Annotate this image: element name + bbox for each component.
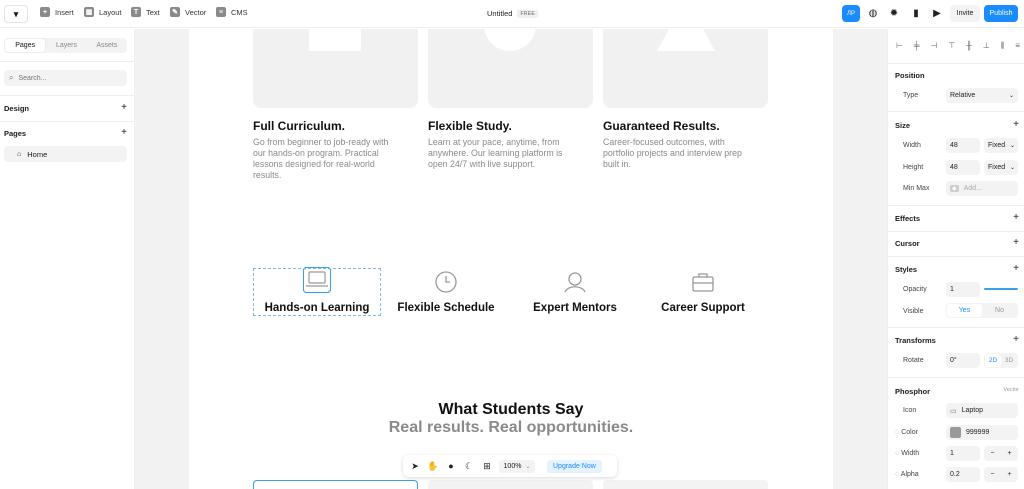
color-swatch[interactable] [950, 427, 961, 438]
zoom-select[interactable]: 100% ⌄ [499, 460, 535, 473]
testimonial-card[interactable] [603, 480, 768, 489]
rotate-input[interactable]: 0° [946, 353, 980, 368]
cursor-section[interactable]: Cursor + [895, 237, 1019, 248]
card-description[interactable]: Learn at your pace, anytime, from anywhere. Our learning platform is open 24/7 with live support. [428, 137, 563, 169]
styles-section: Styles + [895, 263, 1019, 274]
align-bottom-icon[interactable]: ⊥ [982, 41, 990, 50]
mode-2d-option[interactable]: 2D [985, 354, 1001, 367]
width-input[interactable]: 48 [946, 138, 980, 153]
upgrade-button[interactable]: Upgrade Now [547, 460, 602, 473]
minus-icon[interactable]: − [990, 471, 995, 478]
dot-icon: ○ [895, 450, 900, 457]
transforms-section: Transforms + [895, 334, 1019, 345]
chevron-down-icon: ⌄ [1009, 143, 1015, 149]
divider [888, 377, 1024, 378]
alpha-stepper[interactable] [984, 467, 1018, 482]
add-transform-icon[interactable]: + [1013, 334, 1019, 345]
position-type-select[interactable]: Relative ⌄ [946, 88, 1018, 103]
divider [888, 327, 1024, 328]
distribute-v-icon[interactable]: ≡ [1015, 41, 1020, 50]
card-title[interactable]: Full Curriculum. [253, 119, 346, 133]
tab-pages[interactable]: Pages [5, 39, 45, 52]
card-description[interactable]: Go from beginner to job-ready with our hands-on program. Practical lessons designed for real-world results. [253, 137, 389, 180]
width-label: Width [903, 142, 921, 149]
add-effect-icon[interactable]: + [1013, 212, 1019, 223]
plus-icon[interactable]: + [1007, 450, 1012, 457]
top-toolbar [0, 0, 1024, 28]
database-icon: ≡ [216, 7, 226, 17]
framer-logo-icon: ▾ [13, 8, 19, 19]
canvas-toolbar [403, 455, 617, 477]
position-section: Position [895, 71, 925, 80]
sidebar-item-home[interactable]: ⌂ Home [4, 146, 127, 162]
card-title[interactable]: Flexible Study. [428, 119, 512, 133]
vector-button[interactable]: ✎ Vector [170, 7, 206, 17]
effects-section[interactable]: Effects + [895, 212, 1019, 223]
vector-tag: Vector [1003, 387, 1019, 393]
moon-icon[interactable]: ☾ [464, 460, 474, 471]
color-input[interactable]: 999999 [946, 425, 1018, 440]
add-style-icon[interactable]: + [1013, 263, 1019, 274]
divider [0, 95, 135, 96]
chevron-down-icon: ⌄ [1008, 93, 1014, 99]
plan-badge: FREE [517, 10, 538, 18]
plus-icon: + [40, 7, 50, 17]
plus-icon[interactable]: + [1007, 471, 1012, 478]
chevron-down-icon: ⌄ [1009, 165, 1015, 171]
project-title[interactable]: Untitled FREE [487, 9, 538, 18]
opacity-slider[interactable] [984, 288, 1018, 290]
page-frame[interactable] [189, 29, 833, 489]
alpha-label: ○ Alpha [895, 471, 919, 478]
width-mode-select[interactable]: Fixed ⌄ [984, 138, 1018, 153]
divider [0, 61, 135, 62]
testimonial-heading[interactable]: What Students Say [438, 401, 584, 418]
grid-icon[interactable]: ⊞ [483, 460, 491, 471]
divider [888, 256, 1024, 257]
card-description[interactable]: Career-focused outcomes, with portfolio projects and interview prep built in. [603, 137, 742, 169]
divider [888, 231, 1024, 232]
align-center-h-icon[interactable]: ╪ [913, 41, 920, 50]
phosphor-section: Phosphor Vector [895, 387, 1019, 396]
sidebar-tabs [4, 38, 127, 53]
dot-icon: ○ [895, 429, 900, 436]
design-canvas[interactable] [135, 29, 887, 489]
settings-icon[interactable]: ✹ [889, 8, 899, 19]
align-center-v-icon[interactable]: ╫ [966, 41, 972, 50]
card-title[interactable]: Guaranteed Results. [603, 119, 720, 133]
stroke-width-input[interactable]: 1 [946, 446, 980, 461]
color-row-label: ○ Color [895, 429, 918, 436]
testimonial-card[interactable] [428, 480, 593, 489]
opacity-label: Opacity [903, 286, 927, 293]
testimonial-card[interactable] [253, 480, 418, 489]
add-design-icon[interactable]: + [121, 102, 127, 113]
analytics-icon[interactable]: ▮ [913, 8, 919, 19]
briefcase-icon[interactable] [691, 270, 715, 294]
tab-layers[interactable]: Layers [55, 42, 77, 49]
app-menu-button[interactable] [4, 5, 28, 23]
globe-icon[interactable]: ◍ [868, 8, 878, 19]
add-page-icon[interactable]: + [121, 127, 127, 138]
height-mode-select[interactable]: Fixed ⌄ [984, 160, 1018, 175]
dot-icon: ○ [895, 471, 900, 478]
laptop-icon: ▭ [950, 407, 957, 415]
pages-section[interactable]: Pages + [4, 127, 127, 138]
vector-icon: ✎ [170, 7, 180, 17]
search-icon: ⌕ [9, 73, 14, 82]
min-max-input[interactable]: ◆ Add... [946, 181, 1018, 196]
minus-icon[interactable]: − [990, 450, 995, 457]
align-left-icon[interactable]: ⊢ [896, 41, 903, 50]
alignment-toolbar [896, 41, 1020, 51]
user-icon[interactable] [563, 270, 587, 294]
circle-shape [484, 29, 536, 51]
square-shape [309, 29, 361, 51]
left-sidebar [0, 29, 135, 489]
visible-no-option[interactable]: No [995, 307, 1004, 314]
search-input[interactable] [18, 75, 108, 82]
min-max-label: Min Max [903, 185, 930, 192]
card-image[interactable] [253, 29, 418, 108]
divider [0, 121, 135, 122]
divider [888, 111, 1024, 112]
insert-button[interactable]: + Insert [40, 7, 74, 17]
card-image[interactable] [603, 29, 768, 108]
visible-label: Visible [903, 308, 924, 315]
height-label: Height [903, 164, 924, 171]
add-size-icon[interactable]: + [1013, 119, 1019, 130]
user-avatar[interactable]: ЛР [842, 5, 860, 22]
feature-label[interactable]: Expert Mentors [533, 302, 617, 314]
distribute-h-icon[interactable]: ⫼ [1000, 41, 1005, 50]
triangle-shape [657, 29, 715, 51]
design-section[interactable]: Design + [4, 102, 127, 113]
text-button[interactable]: T Text [131, 7, 160, 17]
icon-picker[interactable]: ▭ Laptop [946, 403, 1018, 418]
mode-3d-option[interactable]: 3D [1004, 357, 1014, 364]
opacity-input[interactable]: 1 [946, 282, 980, 297]
search-box[interactable] [4, 70, 127, 86]
comment-icon[interactable]: ● [448, 461, 454, 471]
size-section: Size + [895, 119, 1019, 130]
stroke-width-label: ○ Width [895, 450, 920, 457]
divider [888, 63, 1024, 64]
stroke-width-stepper[interactable] [984, 446, 1018, 461]
rotate-label: Rotate [903, 357, 924, 364]
clock-icon[interactable] [434, 270, 458, 294]
home-icon: ⌂ [17, 150, 22, 158]
align-top-icon[interactable]: ⊤ [948, 41, 956, 50]
card-image[interactable] [428, 29, 593, 108]
visible-toggle [946, 303, 1018, 318]
feature-label[interactable]: Hands-on Learning [264, 302, 370, 314]
divider [888, 205, 1024, 206]
type-label: Type [903, 92, 919, 99]
publish-button[interactable]: Publish [984, 5, 1018, 22]
layout-button[interactable]: ▦ Layout [85, 7, 122, 17]
height-input[interactable]: 48 [946, 160, 980, 175]
cursor-icon[interactable]: ➤ [411, 460, 419, 471]
min-max-icon: ◆ [952, 186, 957, 192]
text-icon: T [131, 7, 141, 17]
dimension-toggle [984, 353, 1018, 368]
feature-label[interactable]: Flexible Schedule [397, 302, 495, 314]
cms-button[interactable]: ≡ CMS [216, 7, 248, 17]
visible-yes-option[interactable]: Yes [947, 304, 982, 317]
icon-label: Icon [903, 407, 917, 414]
properties-panel [887, 29, 1024, 489]
layout-icon: ▦ [85, 9, 93, 16]
play-icon[interactable]: ▶ [933, 8, 941, 19]
tab-assets[interactable]: Assets [96, 42, 118, 49]
chevron-down-icon: ⌄ [525, 463, 531, 470]
feature-label[interactable]: Career Support [661, 302, 745, 314]
laptop-icon[interactable] [303, 267, 331, 293]
alpha-input[interactable]: 0.2 [946, 467, 980, 482]
add-cursor-icon[interactable]: + [1013, 237, 1019, 248]
align-right-icon[interactable]: ⊣ [930, 41, 938, 50]
testimonial-subheading[interactable]: Real results. Real opportunities. [388, 419, 634, 436]
invite-button[interactable]: Invite [950, 5, 980, 22]
hand-icon[interactable]: ✋ [427, 460, 439, 471]
